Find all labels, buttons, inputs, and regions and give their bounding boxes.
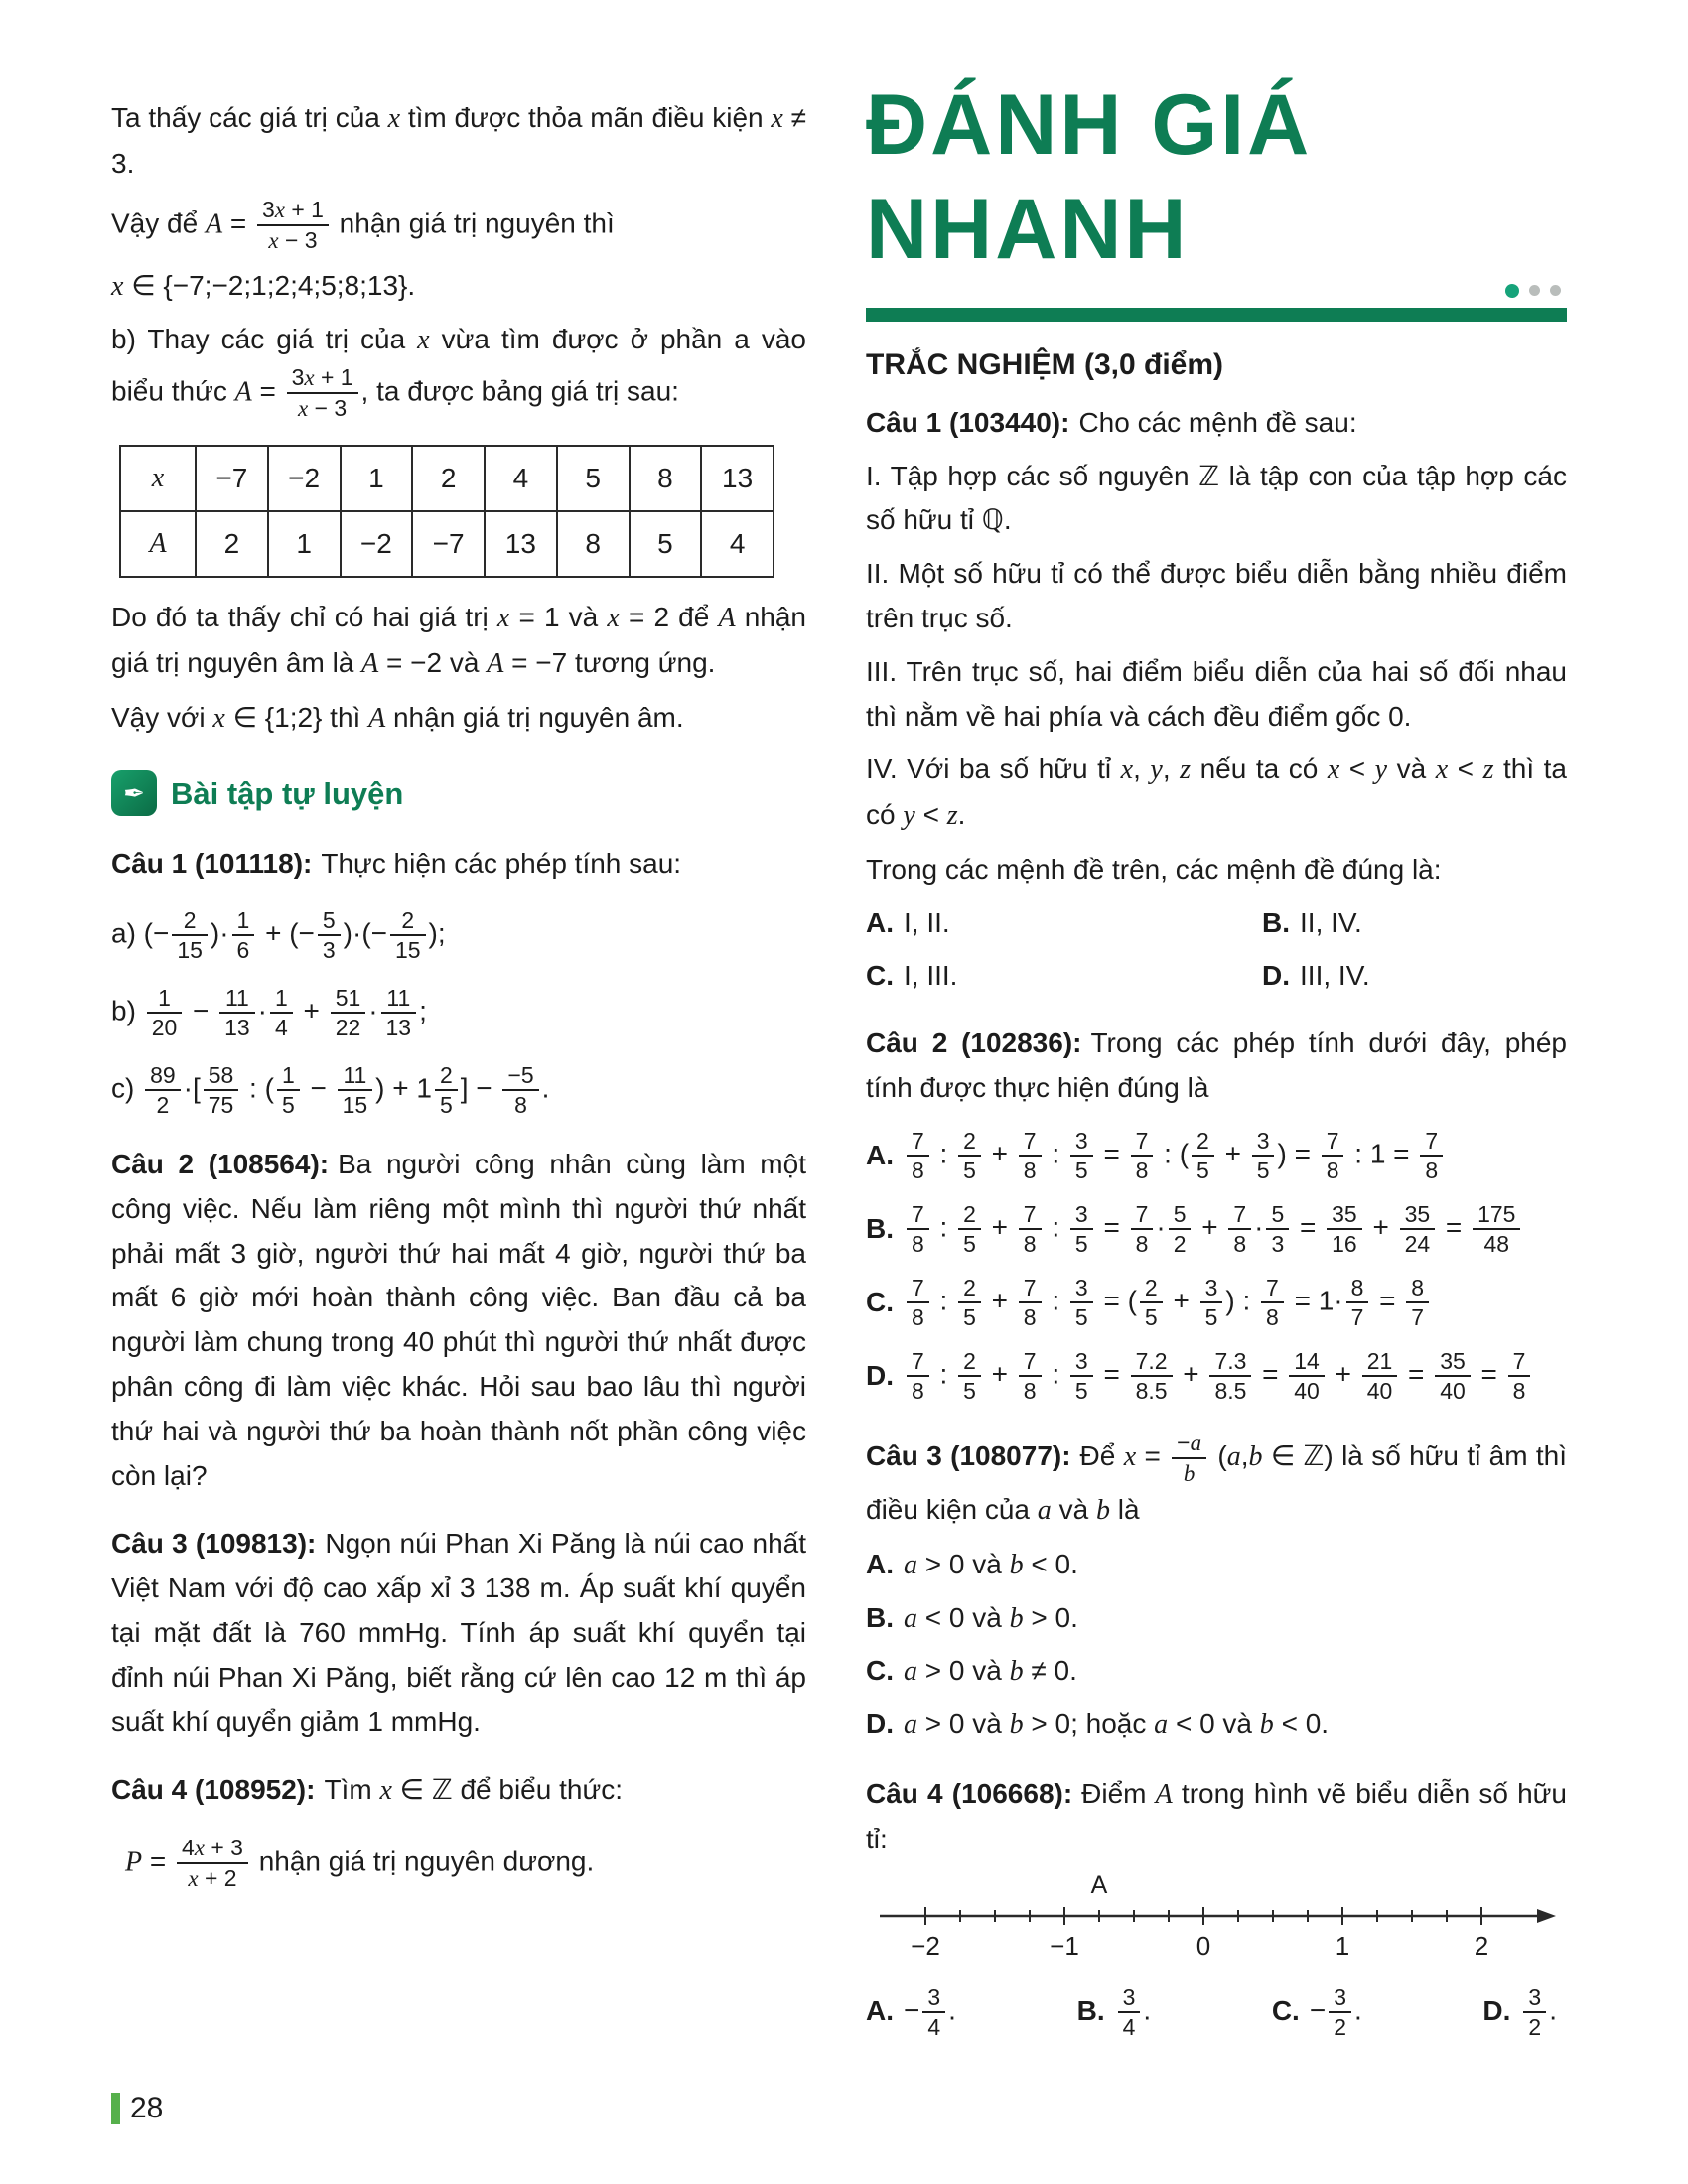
title-underline-bar — [866, 308, 1567, 322]
option-d: D. $\frac{3}{2}$ . — [1482, 1983, 1557, 2040]
question-prompt: Trong các mệnh đề trên, các mệnh đề đúng là: — [866, 853, 1442, 885]
exercise-q3 — [111, 1522, 806, 1744]
exercise-q1-item-a: a) (− $\frac{2}{15}$ )· $\frac{1}{6}$ + (− $\frac{5}{3}$ )·(− $\frac{2}{15}$ ); — [111, 906, 446, 963]
option-a: A. a > 0 và b < 0. — [866, 1548, 1078, 1580]
solution-paragraph: Do đó ta thấy chỉ có hai giá trị x = 1 và x = 2 để A nhận giá trị nguyên âm là A = −2 và A = −7 tương ứng. — [111, 602, 806, 679]
question-label: Câu 2 (108564): — [111, 1148, 330, 1179]
table-row: x −7 −2 1 2 4 5 8 13 — [120, 446, 774, 511]
tick-label: 2 — [1474, 1930, 1489, 1961]
option-c: C. − $\frac{3}{2}$ . — [1271, 1983, 1362, 2040]
option-c: C. a > 0 và b ≠ 0. — [866, 1655, 1077, 1688]
self-practice-section-header — [111, 769, 806, 819]
question-label: Câu 3 (108077): — [866, 1440, 1071, 1472]
question-text: Thực hiện các phép tính sau: — [321, 848, 682, 880]
mcq-q2 — [866, 1022, 1567, 1111]
mcq-q1-options — [866, 901, 1567, 999]
number-line-figure — [866, 1871, 1567, 1966]
question-label: Câu 1 (103440): — [866, 406, 1070, 438]
option-d: D. $\frac{7}{8}$ : $\frac{2}{5}$ + $\frac{7}{8}$ : $\frac{3}{5}$ = $\frac{7.2}{8.5}$ + $\frac{7.3}{8.5}$ = $\frac{14}{40}$ + $\frac{21}{40}$ = $\frac{35}{40}$ = $\frac{7}{8}$ — [866, 1347, 1567, 1405]
option-a: A. − $\frac{3}{4}$ . — [866, 1983, 956, 2040]
statement: IV. Với ba số hữu tỉ x, y, z nếu ta có x < y và x < z thì ta có y < z. — [866, 753, 1567, 832]
tick-label: −1 — [1050, 1930, 1079, 1961]
pen-icon: ✒ — [111, 770, 157, 816]
option-b: B. $\frac{7}{8}$ : $\frac{2}{5}$ + $\frac{7}{8}$ : $\frac{3}{5}$ = $\frac{7}{8}$ · $\frac{5}{2}$ + $\frac{7}{8}$ · $\frac{5}{3}$ = $\frac{35}{16}$ + $\frac{35}{24}$ = $\frac{175}{48}$ — [866, 1200, 1567, 1258]
option-d: D. a > 0 và b > 0; hoặc a < 0 và b < 0. — [866, 1708, 1330, 1741]
question-text: Để x = $\frac{-a}{b}$ (a,b ∈ ℤ) là số hữu tỉ âm thì điều kiện của a và b là — [866, 1429, 1568, 1526]
tick-label: 1 — [1335, 1930, 1350, 1961]
exercise-q2 — [111, 1143, 806, 1498]
exercise-q1-item-c: c) $\frac{89}{2}$ ·[ $\frac{58}{75}$ : ( $\frac{1}{5}$ − $\frac{11}{15}$ ) + 1 $\frac{2}{5}$ ] − $\frac{-5}{8}$ . — [111, 1061, 550, 1118]
dot-gray-icon — [1529, 285, 1540, 296]
solution-paragraph: Ta thấy các giá trị của x tìm được thỏa mãn điều kiện x ≠ 3. — [111, 102, 806, 179]
question-text: Cho các mệnh đề sau: — [1078, 406, 1357, 438]
question-label: Câu 4 (106668): — [866, 1777, 1073, 1809]
option-b: B. a < 0 và b > 0. — [866, 1601, 1078, 1634]
decorative-dots — [866, 284, 1561, 298]
dot-gray-icon — [1550, 285, 1561, 296]
question-label: Câu 1 (101118): — [111, 848, 313, 880]
option-a: A. I, II. — [866, 906, 950, 938]
solution-paragraph: Vậy để A = $\frac{3x + 1}{x - 3}$ nhận giá trị nguyên thì — [111, 196, 615, 253]
option-b: B. $\frac{3}{4}$ . — [1076, 1983, 1152, 2040]
option-c: C. $\frac{7}{8}$ : $\frac{2}{5}$ + $\frac{7}{8}$ : $\frac{3}{5}$ = ( $\frac{2}{5}$ + $\frac{3}{5}$ ) : $\frac{7}{8}$ = 1· $\frac{8}{7}$ = $\frac{8}{7}$ — [866, 1274, 1567, 1331]
question-label: Câu 3 (109813): — [111, 1528, 317, 1560]
page-number-bar — [111, 2093, 120, 2124]
page-title-line2: NHANH — [866, 181, 1190, 277]
page-title — [866, 73, 1567, 282]
statement: III. Trên trục số, hai điểm biểu diễn của hai số đối nhau thì nằm về hai phía và cách đều điểm gốc 0. — [866, 655, 1567, 732]
dot-teal-icon — [1505, 284, 1519, 298]
statement: I. Tập hợp các số nguyên ℤ là tập con của tập hợp các số hữu tỉ ℚ. — [866, 460, 1567, 536]
point-a-label: A — [1090, 1870, 1108, 1899]
table-row: A 2 1 −2 −7 13 8 5 4 — [120, 511, 774, 577]
tick-label: 0 — [1196, 1930, 1211, 1961]
page-title-line1: ĐÁNH GIÁ — [866, 77, 1313, 173]
left-column — [111, 87, 806, 2041]
exercise-q1 — [111, 842, 806, 887]
values-table — [119, 445, 774, 578]
solution-paragraph: b) Thay các giá trị của x vừa tìm được ở phần a vào biểu thức A = $\frac{3x + 1}{x - 3}$ , ta được bảng giá trị sau: — [111, 324, 806, 422]
tick-label: −2 — [911, 1930, 940, 1961]
solution-paragraph: x ∈ {−7;−2;1;2;4;5;8;13}. — [111, 269, 416, 302]
exercise-q4-expression: P = $\frac{4x + 3}{x + 2}$ nhận giá trị nguyên dương. — [125, 1835, 595, 1892]
question-label: Câu 2 (102836): — [866, 1027, 1082, 1059]
exercise-q1-item-b: b) $\frac{1}{20}$ − $\frac{11}{13}$ · $\frac{1}{4}$ + $\frac{51}{22}$ · $\frac{11}{13}$ ; — [111, 984, 427, 1040]
question-text: Điểm A trong hình vẽ biểu diễn số hữu tỉ: — [866, 1777, 1567, 1854]
mcq-q3 — [866, 1429, 1567, 1534]
question-text: Ba người công nhân cùng làm một công việc. Nếu làm riêng một mình thì người thứ nhất phải mất 3 giờ, người thứ hai mất 4 giờ, người thứ ba mất 6 giờ mới hoàn thành công việc. Ban đầu cả ba người làm chung trong 40 phút thì người thứ nhất được phân công đi làm việc khác. Hỏi sau bao lâu thì người thứ hai và người thứ ba hoàn thành nốt phần công việc còn lại? — [111, 1148, 806, 1491]
option-b: B. II, IV. — [1262, 906, 1362, 938]
section-title: Bài tập tự luyện — [171, 775, 404, 811]
option-a: A. $\frac{7}{8}$ : $\frac{2}{5}$ + $\frac{7}{8}$ : $\frac{3}{5}$ = $\frac{7}{8}$ : ( $\frac{2}{5}$ + $\frac{3}{5}$ ) = $\frac{7}{8}$ : 1 = $\frac{7}{8}$ — [866, 1127, 1567, 1184]
option-c: C. I, III. — [866, 959, 958, 991]
mcq-q1 — [866, 401, 1567, 446]
page-footer — [111, 2085, 163, 2132]
page-number: 28 — [130, 2092, 164, 2124]
question-text: Tìm x ∈ ℤ để biểu thức: — [324, 1774, 623, 1807]
number-line — [866, 1871, 1561, 1966]
statement: II. Một số hữu tỉ có thể được biểu diễn bằng nhiều điểm trên trục số. — [866, 558, 1567, 633]
mcq-q4 — [866, 1772, 1567, 1862]
mcq-q4-options — [866, 1983, 1557, 2041]
question-label: Câu 4 (108952): — [111, 1774, 316, 1806]
mcq-section-label: TRẮC NGHIỆM (3,0 điểm) — [866, 347, 1224, 381]
question-text: Ngọn núi Phan Xi Păng là núi cao nhất Việt Nam với độ cao xấp xỉ 3 138 m. Áp suất khí quyển tại mặt đất là 760 mmHg. Tính áp suất khí quyển tại đỉnh núi Phan Xi Păng, biết rằng cứ lên cao 12 m thì áp suất khí quyển giảm 1 mmHg. — [111, 1528, 806, 1737]
exercise-q4 — [111, 1768, 806, 1814]
solution-paragraph: Vậy với x ∈ {1;2} thì A nhận giá trị nguyên âm. — [111, 701, 684, 734]
option-d: D. III, IV. — [1262, 959, 1370, 991]
question-text: Trong các phép tính dưới đây, phép tính được thực hiện đúng là — [866, 1027, 1567, 1104]
right-column — [866, 77, 1568, 2041]
